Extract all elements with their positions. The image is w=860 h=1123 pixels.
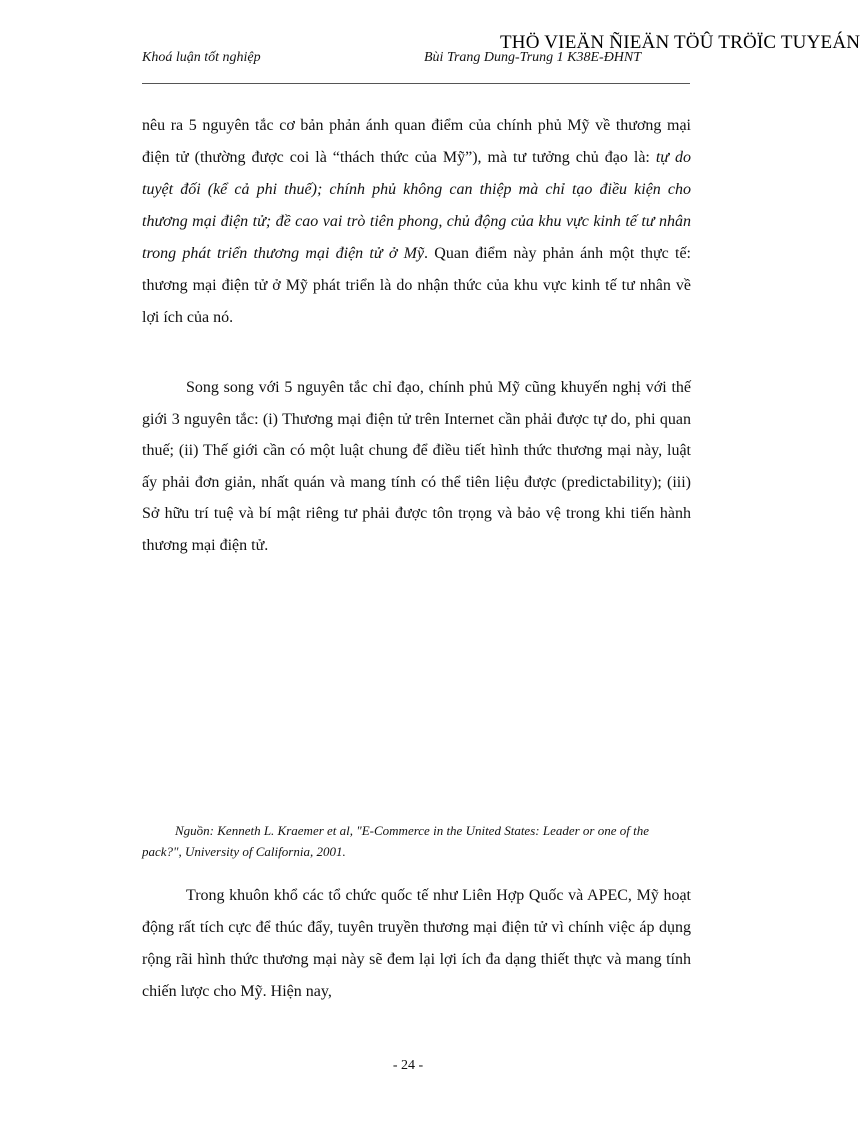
paragraph-international-orgs: Trong khuôn khổ các tổ chức quốc tế như Liên Hợp Quốc và APEC, Mỹ hoạt động rất tích cực để thúc đẩy, tuyên truyền thương mại điện tử vì chính việc áp dụng rộng rãi hình thức thương mại này sẽ đem lại lợi ích đa dạng thiết thực và mang tính chiến lược cho Mỹ. Hiện nay, <box>142 887 691 1000</box>
page-number: - 24 - <box>392 1058 424 1073</box>
paragraph-world-principles: Song song với 5 nguyên tắc chỉ đạo, chính phủ Mỹ cũng khuyến nghị với thế giới 3 nguyên tắc: (i) Thương mại điện tử trên Internet cần phải được tự do, phi quan thuế; (ii) Thế giới cần có một luật chung để điều tiết hình thức thương mại này, luật ấy phải đơn giản, nhất quán và mang tính có thể tiên liệu được (predictability); (iii) Sở hữu trí tuệ và bí mật riêng tư phải được tôn trọng và bảo vệ trong khi tiến hành thương mại điện tử. <box>142 379 691 554</box>
header-divider <box>142 83 690 84</box>
header-author: Bùi Trang Dung-Trung 1 K38E-ĐHNT <box>424 50 642 65</box>
source-note: Nguồn: Kenneth L. Kraemer et al, "E-Commerce in the United States: Leader or one of the pack?", University of California, 2001. <box>142 823 649 859</box>
header-thesis-label: Khoá luận tốt nghiệp <box>142 50 261 65</box>
paragraph-text: . Quan điểm này phản ánh một thực tế: thương mại điện tử ở Mỹ phát triển là do nhận thức của khu vực kinh tế tư nhân về lợi ích của nó. <box>142 245 691 326</box>
paragraph-italic-text: tự do tuyệt đối (kể cả phi thuế); chính phủ không can thiệp mà chỉ tạo điều kiện cho thương mại điện tử; đề cao vai trò tiên phong, chủ động của khu vực kinh tế tư nhân trong phát triển thương mại điện tử ở Mỹ <box>142 149 691 262</box>
paragraph-us-principles <box>142 110 691 334</box>
paragraph-text: nêu ra 5 nguyên tắc cơ bản phản ánh quan điểm của chính phủ Mỹ về thương mại điện tử (thường được coi là “thách thức của Mỹ”), mà tư tưởng chủ đạo là: <box>142 117 691 166</box>
library-watermark: THÖ VIEÄN ÑIEÄN TÖÛ TRÖÏC TUYEÁN <box>500 32 860 53</box>
